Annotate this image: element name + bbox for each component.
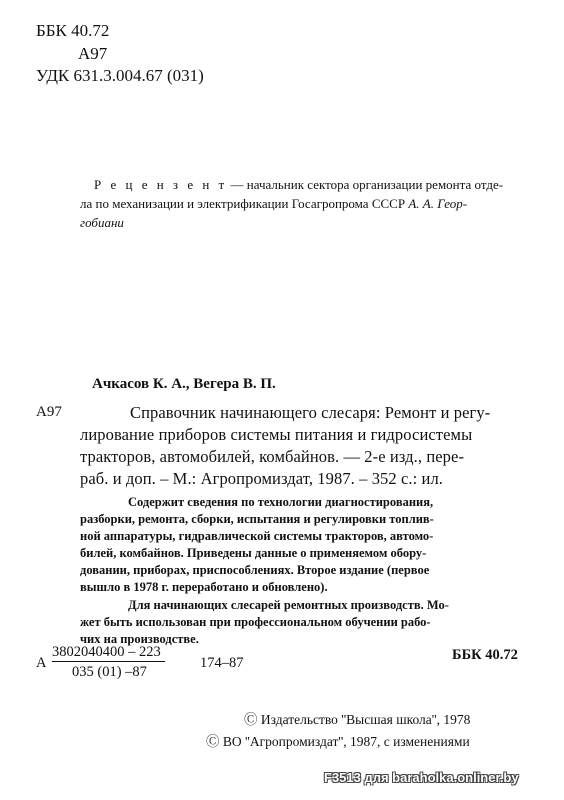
annotation-line-3: ной аппаратуры, гидравлической системы тракторов, автомо- <box>80 529 434 543</box>
reviewer-name-part-1: А. А. Геор- <box>408 196 468 211</box>
reviewer-label: Р е ц е н з е н т <box>94 177 228 192</box>
isbn-numerator-suffix: – 223 <box>128 644 161 660</box>
entry-line-1: Справочник начинающего слесаря: Ремонт и регу- <box>130 403 491 422</box>
isbn-denominator: 035 (01) –87 <box>72 664 147 680</box>
isbn-numerator-number: 3802040400 <box>52 644 125 660</box>
annotation-line-6: вышло в 1978 г. переработано и обновлено). <box>80 580 328 594</box>
annotation-line-1: Содержит сведения по технологии диагностирования, <box>128 495 434 509</box>
reviewer-line-1-text: начальник сектора организации ремонта отде- <box>246 177 504 192</box>
entry-line-4: раб. и доп. – М.: Агропромиздат, 1987. – 352 с.: ил. <box>80 469 444 488</box>
entry-code: А97 <box>36 404 62 420</box>
annotation-line-7: Для начинающих слесарей ремонтных производств. Мо- <box>128 598 449 612</box>
reviewer-line-1 <box>94 176 503 194</box>
reviewer-line-2-text: ла по механизации и электрификации Госагропрома СССР <box>80 196 409 211</box>
udk-code: УДК 631.3.004.67 (031) <box>36 66 204 85</box>
entry-line-3: тракторов, автомобилей, комбайнов. — 2-е изд., пере- <box>80 447 465 466</box>
isbn-bbk: ББК 40.72 <box>452 647 518 663</box>
isbn-tail: 174–87 <box>200 655 244 671</box>
annotation-line-8: жет быть использован при профессиональном обучении рабо- <box>80 615 431 629</box>
annotation-line-2: разборки, ремонта, сборки, испытания и регулировки топлив- <box>80 512 434 526</box>
watermark-text: F3513 для baraholka.onliner.by <box>324 770 519 785</box>
reviewer-line-2 <box>80 195 467 213</box>
annotation-line-9: чих на производстве. <box>80 632 199 646</box>
reviewer-name-part-2: гобиани <box>80 215 124 230</box>
author-code: А97 <box>78 44 108 63</box>
reviewer-dash: — <box>230 177 244 192</box>
bbk-code: ББК 40.72 <box>36 21 110 40</box>
isbn-letter: А <box>36 655 47 671</box>
entry-line-2: лирование приборов системы питания и гидросистемы <box>80 425 473 444</box>
book-authors: Ачкасов К. А., Вегера В. П. <box>92 376 276 392</box>
annotation-line-4: билей, комбайнов. Приведены данные о применяемом обору- <box>80 546 427 560</box>
isbn-numerator <box>52 643 165 662</box>
copyright-line-2: Ⓒ ВО ''Агропромиздат'', 1987, с изменениями <box>206 734 470 749</box>
copyright-line-1: Ⓒ Издательство ''Высшая школа'', 1978 <box>244 712 471 727</box>
annotation-line-5: довании, приборах, приспособлениях. Второе издание (первое <box>80 563 430 577</box>
